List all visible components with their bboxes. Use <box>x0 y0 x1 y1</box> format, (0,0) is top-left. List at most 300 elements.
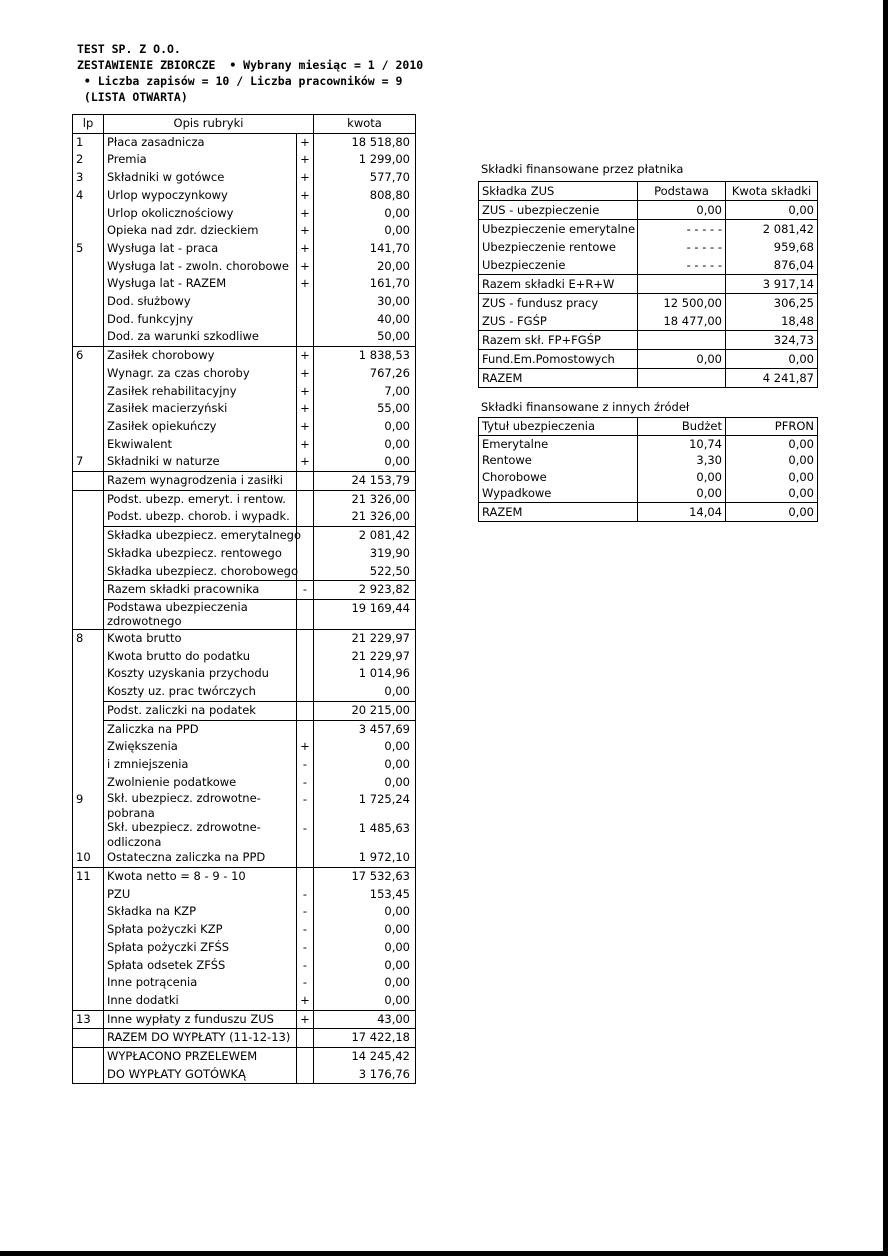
row-amount: 0,00 <box>314 738 416 756</box>
row-description: Składka ubezpiecz. emerytalnego <box>104 527 297 545</box>
row-sign: - <box>297 957 314 975</box>
column-header-description: Opis rubryki <box>104 115 314 134</box>
other-source-row <box>479 435 818 452</box>
report-status: (LISTA OTWARTA) <box>77 90 188 104</box>
row-description: PZU <box>104 886 297 904</box>
summary-row <box>73 527 416 545</box>
contribution-name: Razem składki E+R+W <box>479 275 638 294</box>
other-sources-table <box>478 417 818 522</box>
summary-row <box>73 328 416 346</box>
row-description: Spłata pożyczki KZP <box>104 921 297 939</box>
row-sign: - <box>297 939 314 957</box>
summary-row <box>73 383 416 401</box>
employer-contribution-row <box>479 350 818 369</box>
row-description: Składka ubezpiecz. rentowego <box>104 545 297 563</box>
row-sign: + <box>297 418 314 436</box>
row-sign: + <box>297 240 314 258</box>
row-sign: - <box>297 581 314 600</box>
employer-contribution-row <box>479 294 818 313</box>
row-number <box>73 563 104 581</box>
row-number <box>73 1048 104 1066</box>
summary-row <box>73 275 416 293</box>
summary-row <box>73 293 416 311</box>
row-description: Dod. funkcyjny <box>104 311 297 329</box>
row-number: 5 <box>73 240 104 258</box>
employer-contribution-row <box>479 275 818 294</box>
summary-row <box>73 738 416 756</box>
row-sign <box>297 665 314 683</box>
contribution-amount: 2 081,42 <box>726 220 818 239</box>
row-amount: 0,00 <box>314 222 416 240</box>
row-sign <box>297 629 314 647</box>
row-amount: 50,00 <box>314 328 416 346</box>
row-description: Składniki w gotówce <box>104 169 297 187</box>
row-amount: 17 422,18 <box>314 1029 416 1048</box>
employer-contribution-row <box>479 312 818 331</box>
row-amount: 767,26 <box>314 365 416 383</box>
contribution-base: 0,00 <box>638 201 726 220</box>
row-description: i zmniejszenia <box>104 756 297 774</box>
row-amount: 2 081,42 <box>314 527 416 545</box>
row-number <box>73 222 104 240</box>
summary-row <box>73 151 416 169</box>
row-sign: + <box>297 436 314 454</box>
contribution-name: ZUS - FGŚP <box>479 312 638 331</box>
report-header <box>77 41 423 105</box>
row-description: Koszty uz. prac twórczych <box>104 683 297 701</box>
summary-row <box>73 365 416 383</box>
summary-row <box>73 311 416 329</box>
row-sign <box>297 849 314 867</box>
summary-row <box>73 436 416 454</box>
row-sign: + <box>297 453 314 471</box>
contribution-base: 12 500,00 <box>638 294 726 313</box>
row-number <box>73 648 104 666</box>
row-number <box>73 599 104 629</box>
row-description: Ostateczna zaliczka na PPD <box>104 849 297 867</box>
row-description: Podst. ubezp. emeryt. i rentow. <box>104 490 297 508</box>
row-amount: 21 326,00 <box>314 508 416 526</box>
row-sign <box>297 311 314 329</box>
contribution-base: - - - - - <box>638 220 726 239</box>
row-amount: 55,00 <box>314 400 416 418</box>
row-description: Premia <box>104 151 297 169</box>
row-description: Podst. ubezp. chorob. i wypadk. <box>104 508 297 526</box>
row-sign: - <box>297 886 314 904</box>
row-amount: 1 725,24 <box>314 791 416 820</box>
row-number <box>73 720 104 738</box>
summary-row <box>73 400 416 418</box>
row-number <box>73 258 104 276</box>
summary-row <box>73 701 416 720</box>
row-number <box>73 365 104 383</box>
row-sign: + <box>297 151 314 169</box>
row-description: Skł. ubezpiecz. zdrowotne-pobrana <box>104 791 297 820</box>
row-sign: + <box>297 222 314 240</box>
column-header-amount: kwota <box>314 115 416 134</box>
insurance-title: Rentowe <box>479 452 638 469</box>
row-description: Kwota brutto <box>104 629 297 647</box>
row-sign <box>297 545 314 563</box>
employer-contribution-row <box>479 256 818 275</box>
row-description: Spłata pożyczki ZFŚS <box>104 939 297 957</box>
summary-row <box>73 240 416 258</box>
company-name: TEST SP. Z O.O. <box>77 42 181 56</box>
row-description: DO WYPŁATY GOTÓWKĄ <box>104 1066 297 1084</box>
contribution-base: 18 477,00 <box>638 312 726 331</box>
row-sign: + <box>297 258 314 276</box>
row-amount: 3 457,69 <box>314 720 416 738</box>
summary-row <box>73 939 416 957</box>
row-amount: 20,00 <box>314 258 416 276</box>
row-sign <box>297 701 314 720</box>
row-number <box>73 992 104 1010</box>
contribution-amount: 0,00 <box>726 350 818 369</box>
row-amount: 141,70 <box>314 240 416 258</box>
row-sign: + <box>297 205 314 223</box>
contribution-amount: 959,68 <box>726 238 818 256</box>
contribution-amount: 876,04 <box>726 256 818 275</box>
budget-amount: 3,30 <box>638 452 726 469</box>
row-description: Ekwiwalent <box>104 436 297 454</box>
row-amount: 7,00 <box>314 383 416 401</box>
row-sign: - <box>297 921 314 939</box>
row-number <box>73 383 104 401</box>
row-number <box>73 311 104 329</box>
row-amount: 21 229,97 <box>314 648 416 666</box>
summary-row <box>73 820 416 849</box>
row-description: Zasiłek chorobowy <box>104 347 297 365</box>
row-number <box>73 774 104 792</box>
row-description: Zasiłek macierzyński <box>104 400 297 418</box>
employer-contribution-row <box>479 331 818 350</box>
summary-row <box>73 347 416 365</box>
row-number: 7 <box>73 453 104 471</box>
row-sign <box>297 868 314 886</box>
page-edge-right <box>883 0 888 1256</box>
column-header-base: Podstawa <box>638 182 726 201</box>
row-amount: 43,00 <box>314 1010 416 1029</box>
row-sign: + <box>297 992 314 1010</box>
contribution-name: Razem skł. FP+FGŚP <box>479 331 638 350</box>
summary-row <box>73 683 416 701</box>
row-sign: + <box>297 169 314 187</box>
row-number <box>73 903 104 921</box>
contribution-name: ZUS - fundusz pracy <box>479 294 638 313</box>
contribution-amount: 0,00 <box>726 201 818 220</box>
row-amount: 153,45 <box>314 886 416 904</box>
summary-row <box>73 187 416 205</box>
row-number <box>73 683 104 701</box>
row-amount: 0,00 <box>314 974 416 992</box>
row-description: Urlop okolicznościowy <box>104 205 297 223</box>
row-description: Inne wypłaty z funduszu ZUS <box>104 1010 297 1029</box>
row-description: Zaliczka na PPD <box>104 720 297 738</box>
row-sign: + <box>297 275 314 293</box>
row-description: Opieka nad zdr. dzieckiem <box>104 222 297 240</box>
column-header-lp: lp <box>73 115 104 134</box>
row-amount: 21 229,97 <box>314 629 416 647</box>
summary-row <box>73 490 416 508</box>
row-description: Dod. służbowy <box>104 293 297 311</box>
row-number <box>73 886 104 904</box>
summary-row <box>73 886 416 904</box>
row-number <box>73 921 104 939</box>
row-amount: 30,00 <box>314 293 416 311</box>
row-description: Zwiększenia <box>104 738 297 756</box>
row-number <box>73 527 104 545</box>
row-sign: - <box>297 974 314 992</box>
contribution-name: Fund.Em.Pomostowych <box>479 350 638 369</box>
contribution-amount: 3 917,14 <box>726 275 818 294</box>
row-number <box>73 328 104 346</box>
row-sign: + <box>297 1010 314 1029</box>
summary-row <box>73 169 416 187</box>
row-amount: 0,00 <box>314 992 416 1010</box>
row-number <box>73 820 104 849</box>
row-number: 3 <box>73 169 104 187</box>
employer-contribution-row <box>479 220 818 239</box>
row-sign: + <box>297 400 314 418</box>
summary-row <box>73 453 416 471</box>
row-description: Razem wynagrodzenia i zasiłki <box>104 472 297 491</box>
row-sign: + <box>297 383 314 401</box>
contribution-base: - - - - - <box>638 238 726 256</box>
row-description: WYPŁACONO PRZELEWEM <box>104 1048 297 1066</box>
row-sign: - <box>297 903 314 921</box>
row-amount: 0,00 <box>314 418 416 436</box>
employer-contribution-row <box>479 369 818 388</box>
summary-row <box>73 1066 416 1084</box>
summary-row <box>73 1048 416 1066</box>
row-number: 11 <box>73 868 104 886</box>
row-number <box>73 545 104 563</box>
summary-row <box>73 1029 416 1048</box>
row-description: Inne dodatki <box>104 992 297 1010</box>
summary-row <box>73 957 416 975</box>
row-description: Koszty uzyskania przychodu <box>104 665 297 683</box>
row-number: 2 <box>73 151 104 169</box>
row-amount: 0,00 <box>314 436 416 454</box>
row-sign: - <box>297 791 314 820</box>
row-description: Płaca zasadnicza <box>104 133 297 151</box>
row-sign <box>297 648 314 666</box>
row-number: 13 <box>73 1010 104 1029</box>
row-amount: 2 923,82 <box>314 581 416 600</box>
row-amount: 1 014,96 <box>314 665 416 683</box>
summary-row <box>73 599 416 629</box>
row-amount: 14 245,42 <box>314 1048 416 1066</box>
summary-row <box>73 921 416 939</box>
row-sign: + <box>297 738 314 756</box>
summary-row <box>73 665 416 683</box>
row-amount: 24 153,79 <box>314 472 416 491</box>
row-number <box>73 472 104 491</box>
summary-row <box>73 974 416 992</box>
row-number <box>73 957 104 975</box>
row-number <box>73 205 104 223</box>
employer-contribution-row <box>479 238 818 256</box>
budget-amount: 0,00 <box>638 485 726 502</box>
summary-row <box>73 258 416 276</box>
row-number: 9 <box>73 791 104 820</box>
contribution-amount: 4 241,87 <box>726 369 818 388</box>
row-sign <box>297 508 314 526</box>
summary-row <box>73 849 416 867</box>
row-description: Podstawa ubezpieczenia zdrowotnego <box>104 599 297 629</box>
summary-row <box>73 992 416 1010</box>
row-number <box>73 581 104 600</box>
column-header-pfron: PFRON <box>726 418 818 436</box>
contribution-name: ZUS - ubezpieczenie <box>479 201 638 220</box>
row-amount: 1 299,00 <box>314 151 416 169</box>
pfron-amount: 0,00 <box>726 452 818 469</box>
row-number <box>73 293 104 311</box>
row-number: 1 <box>73 133 104 151</box>
row-sign <box>297 1066 314 1084</box>
employer-contributions-title: Składki finansowane przez płatnika <box>481 162 684 176</box>
summary-row <box>73 508 416 526</box>
summary-row <box>73 133 416 151</box>
row-amount: 0,00 <box>314 756 416 774</box>
row-sign <box>297 1029 314 1048</box>
row-amount: 1 972,10 <box>314 849 416 867</box>
budget-amount: 10,74 <box>638 435 726 452</box>
row-number <box>73 738 104 756</box>
row-amount: 0,00 <box>314 774 416 792</box>
contribution-name: RAZEM <box>479 369 638 388</box>
row-number <box>73 701 104 720</box>
row-amount: 1 838,53 <box>314 347 416 365</box>
summary-row <box>73 756 416 774</box>
summary-row <box>73 791 416 820</box>
row-description: Wysługa lat - praca <box>104 240 297 258</box>
row-number <box>73 665 104 683</box>
row-number <box>73 1029 104 1048</box>
contribution-name: Ubezpieczenie <box>479 256 638 275</box>
row-sign: - <box>297 774 314 792</box>
other-sources-header <box>479 418 818 436</box>
row-amount: 808,80 <box>314 187 416 205</box>
row-sign: - <box>297 820 314 849</box>
row-number <box>73 400 104 418</box>
row-number: 10 <box>73 849 104 867</box>
row-number <box>73 418 104 436</box>
column-header-contribution: Składka ZUS <box>479 182 638 201</box>
row-number <box>73 436 104 454</box>
summary-table <box>72 114 416 1084</box>
row-amount: 40,00 <box>314 311 416 329</box>
column-header-contribution-amount: Kwota składki <box>726 182 818 201</box>
row-amount: 0,00 <box>314 903 416 921</box>
row-number <box>73 974 104 992</box>
row-number: 6 <box>73 347 104 365</box>
summary-row <box>73 472 416 491</box>
column-header-budget: Budżet <box>638 418 726 436</box>
other-source-row <box>479 485 818 502</box>
row-amount: 0,00 <box>314 957 416 975</box>
summary-row <box>73 629 416 647</box>
summary-row <box>73 581 416 600</box>
report-title: ZESTAWIENIE ZBIORCZE • Wybrany miesiąc = 1 / 2010 <box>77 58 424 72</box>
summary-row <box>73 720 416 738</box>
row-amount: 0,00 <box>314 683 416 701</box>
row-amount: 18 518,80 <box>314 133 416 151</box>
contribution-name: Ubezpieczenie emerytalne <box>479 220 638 239</box>
row-amount: 0,00 <box>314 939 416 957</box>
employer-contribution-row <box>479 201 818 220</box>
row-description: Zasiłek rehabilitacyjny <box>104 383 297 401</box>
contribution-base <box>638 331 726 350</box>
row-number <box>73 756 104 774</box>
row-description: Składniki w naturze <box>104 453 297 471</box>
summary-row <box>73 563 416 581</box>
insurance-title: Chorobowe <box>479 469 638 486</box>
pfron-amount: 0,00 <box>726 485 818 502</box>
row-description: Skł. ubezpiecz. zdrowotne-odliczona <box>104 820 297 849</box>
row-sign <box>297 599 314 629</box>
contribution-amount: 306,25 <box>726 294 818 313</box>
row-sign <box>297 720 314 738</box>
summary-row <box>73 648 416 666</box>
row-amount: 161,70 <box>314 275 416 293</box>
row-amount: 20 215,00 <box>314 701 416 720</box>
row-sign: - <box>297 756 314 774</box>
summary-row <box>73 545 416 563</box>
row-number <box>73 508 104 526</box>
row-description: Wynagr. za czas choroby <box>104 365 297 383</box>
other-source-row <box>479 469 818 486</box>
row-sign: + <box>297 187 314 205</box>
row-description: Urlop wypoczynkowy <box>104 187 297 205</box>
total-pfron: 0,00 <box>726 502 818 521</box>
row-description: Spłata odsetek ZFŚS <box>104 957 297 975</box>
row-sign <box>297 1048 314 1066</box>
row-amount: 17 532,63 <box>314 868 416 886</box>
employer-contributions-table <box>478 181 818 388</box>
row-description: Inne potrącenia <box>104 974 297 992</box>
contribution-base <box>638 275 726 294</box>
total-budget: 14,04 <box>638 502 726 521</box>
row-sign <box>297 490 314 508</box>
row-number: 8 <box>73 629 104 647</box>
contribution-amount: 324,73 <box>726 331 818 350</box>
row-amount: 522,50 <box>314 563 416 581</box>
row-amount: 3 176,76 <box>314 1066 416 1084</box>
row-description: Zwolnienie podatkowe <box>104 774 297 792</box>
row-amount: 19 169,44 <box>314 599 416 629</box>
contribution-base <box>638 369 726 388</box>
summary-row <box>73 774 416 792</box>
pfron-amount: 0,00 <box>726 469 818 486</box>
row-number: 4 <box>73 187 104 205</box>
employer-contributions-header <box>479 182 818 201</box>
page-edge-bottom <box>0 1251 888 1256</box>
row-description: Składka ubezpiecz. chorobowego <box>104 563 297 581</box>
row-description: Wysługa lat - RAZEM <box>104 275 297 293</box>
summary-row <box>73 903 416 921</box>
row-sign <box>297 293 314 311</box>
summary-row <box>73 222 416 240</box>
insurance-title: Emerytalne <box>479 435 638 452</box>
row-description: Razem składki pracownika <box>104 581 297 600</box>
row-amount: 0,00 <box>314 921 416 939</box>
row-amount: 0,00 <box>314 453 416 471</box>
row-sign <box>297 683 314 701</box>
other-sources-total-row <box>479 502 818 521</box>
insurance-title: Wypadkowe <box>479 485 638 502</box>
row-sign: + <box>297 347 314 365</box>
